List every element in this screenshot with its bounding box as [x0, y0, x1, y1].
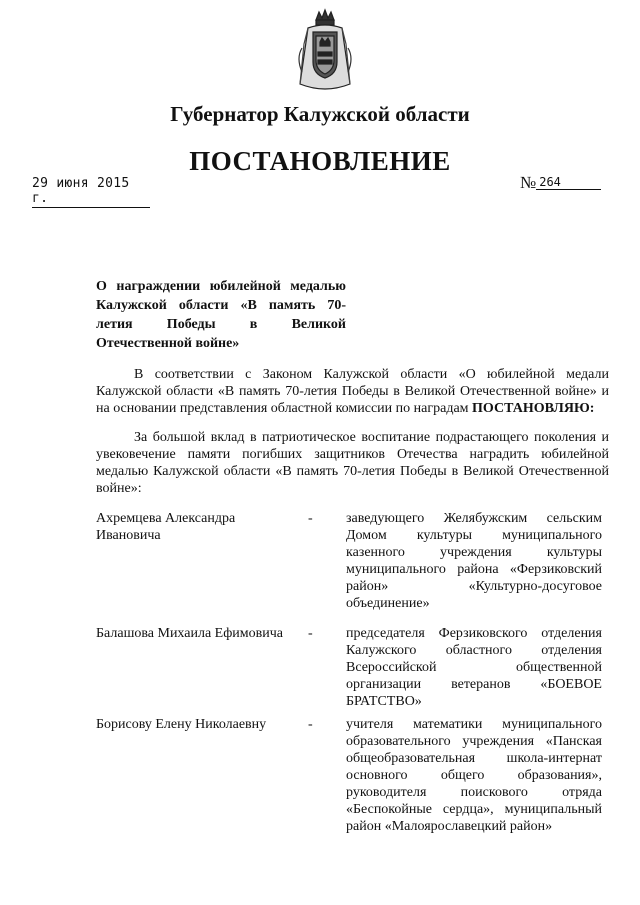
document-date: 29 июня 2015 г.	[32, 176, 150, 208]
award-paragraph	[96, 429, 609, 497]
coat-of-arms-icon	[294, 8, 356, 94]
awardee-position: председателя Ферзиковского отделения Калужского областного отделения Всероссийской общественной организации ветеранов «БОЕВОЕ БРАТСТВО»	[346, 626, 602, 709]
document-type-title: ПОСТАНОВЛЕНИЕ	[189, 146, 451, 176]
awardee-name: Борисову Елену Николаевну	[96, 717, 267, 732]
decree-keyword: ПОСТАНОВЛЯЮ:	[472, 401, 595, 416]
document-number	[520, 173, 601, 193]
awardee-name: Балашова Михаила Ефимовича	[96, 626, 283, 641]
preamble-paragraph	[96, 366, 609, 417]
awardee-dash: -	[308, 626, 313, 641]
awardee-dash: -	[308, 717, 313, 732]
awardee-name: Ахремцева Александра Ивановича	[96, 511, 236, 543]
preamble-text: В соответствии с Законом Калужской области «О юбилейной медали Калужской области «В память 70-летия Победы в Великой Отечественной войне» и на основании представления областной комиссии по наградам	[96, 367, 609, 416]
awardee-position: учителя математики муниципального образовательного учреждения «Панская общеобразовательная школа-интернат основного общего образования», руководителя поискового отряда «Беспокойные сердца», муниципальный район «Малоярославецкий район»	[346, 717, 602, 834]
number-sign: №	[520, 173, 537, 192]
awardee-dash: -	[308, 511, 313, 526]
award-text: За большой вклад в патриотическое воспитание подрастающего поколения и увековечение памяти погибших защитников Отечества наградить юбилейной медалью Калужской области «В память 70-летия Победы в Великой Отечественной войне»:	[96, 430, 609, 496]
issuing-authority: Губернатор Калужской области	[170, 102, 470, 126]
document-subject: О награждении юбилейной медалью Калужской области «В память 70-летия Победы в Великой Отечественной войне»	[96, 279, 346, 351]
awardee-position: заведующего Желябужским сельским Домом культуры муниципального казенного учреждения культуры муниципального района «Ферзиковский район» «Культурно-досуговое объединение»	[346, 511, 602, 611]
number-value: 264	[536, 175, 601, 190]
